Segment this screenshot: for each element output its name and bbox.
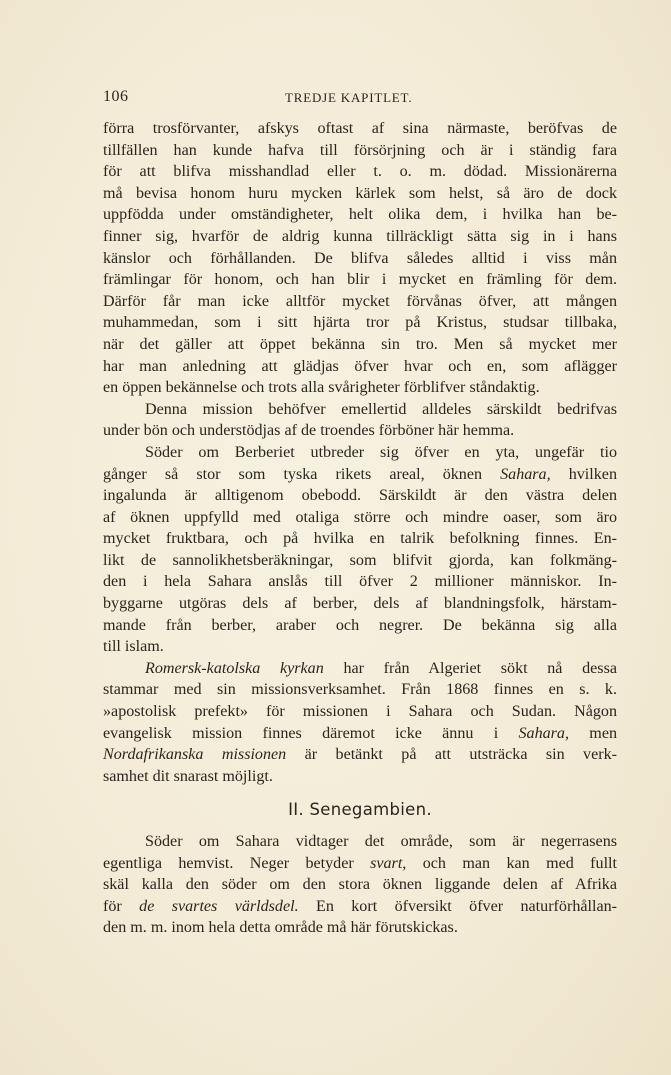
text-line: den i hela Sahara anslås till öfver 2 millioner människor. In- <box>103 573 617 591</box>
text-line: har man anledning att glädjas öfver hvar och en, som aflägger <box>103 357 617 375</box>
text-line: muhammedan, som i sitt hjärta tror på Kristus, studsar tillbaka, <box>103 314 617 332</box>
text-line: mycket fruktbara, och på hvilka en talrik befolkning finnes. En- <box>103 530 617 548</box>
text-line: af öknen uppfylld med otaliga större och mindre oaser, som äro <box>103 508 617 526</box>
section-heading: II. Senegambien. <box>288 800 432 820</box>
final-paragraph <box>103 831 617 939</box>
text-line: byggarne utgöras dels af berber, dels af blandningsfolk, härstam- <box>103 595 617 613</box>
text-line: Söder om Berberiet utbreder sig öfver en yta, ungefär tio <box>145 443 617 461</box>
page-number: 106 <box>103 88 129 105</box>
text-line: den m. m. inom hela detta område må här förutskickas. <box>103 919 458 937</box>
text-line: Nordafrikanska missionen är betänkt på att utsträcka sin verk- <box>103 746 617 764</box>
paragraph <box>103 118 617 399</box>
text-line: förra trosförvanter, afskys oftast af sina närmaste, beröfvas de <box>103 120 617 137</box>
text-line: uppfödda under omständigheter, helt olika dem, i hvilka han be- <box>103 206 617 224</box>
text-line: samhet dit snarast möjligt. <box>103 767 273 785</box>
text-line: Söder om Sahara vidtager det område, som är negerrasens <box>145 833 617 850</box>
text-line: Romersk-katolska kyrkan har från Algeriet sökt nå dessa <box>145 659 617 677</box>
text-line: till islam. <box>103 638 164 656</box>
text-line: för de svartes världsdel. En kort öfversikt öfver naturförhållan- <box>103 897 618 915</box>
text-line: en öppen bekännelse och trots alla svårigheter förblifver ståndaktig. <box>103 379 540 397</box>
text-line: mande från berber, araber och negrer. De bekänna sig alla <box>103 616 617 634</box>
text-line: gånger så stor som tyska rikets areal, öknen Sahara, hvilken <box>103 465 617 483</box>
text-line: Därför får man icke alltför mycket förvånas öfver, att mången <box>103 292 617 310</box>
paragraph <box>103 399 617 442</box>
text-line: egentliga hemvist. Neger betyder svart, och man kan med fullt <box>103 854 617 872</box>
text-line: under bön och understödjas af de troendes förböner här hemma. <box>103 422 515 440</box>
text-line: tillfällen han kunde hafva till försörjning och är i ständig fara <box>103 141 617 159</box>
text-line: skäl kalla den söder om den stora öknen liggande delen af Afrika <box>103 876 617 894</box>
running-title: TREDJE KAPITLET. <box>285 90 413 105</box>
text-line: finner sig, hvarför de aldrig kunna tillräckligt sätta sig in i hans <box>103 227 617 245</box>
text-line: känslor och förhållanden. De blifva således alltid i viss mån <box>103 249 617 267</box>
text-line: stammar med sin missionsverksamhet. Från 1868 finnes en s. k. <box>103 681 617 699</box>
text-line: likt de sannolikhetsberäkningar, som blifvit gjorda, kan folkmäng- <box>103 551 617 569</box>
paragraph <box>103 831 617 939</box>
paragraph <box>103 658 617 788</box>
text-line: »apostolisk prefekt» för missionen i Sahara och Sudan. Någon <box>103 703 617 721</box>
text-line: evangelisk mission finnes däremot icke ännu i Sahara, men <box>103 724 618 742</box>
body-text <box>103 118 617 939</box>
text-line: för att blifva misshandlad eller t. o. m. dödad. Missionärerna <box>103 163 617 181</box>
paragraphs <box>103 118 617 787</box>
text-line: främlingar för honom, och han blir i mycket en främling för dem. <box>103 271 617 289</box>
paragraph <box>103 442 617 658</box>
text-line: Denna mission behöfver emellertid alldeles särskildt bedrifvas <box>145 400 617 418</box>
text-line: när det gäller att öppet bekänna sin tro. Men så mycket mer <box>103 335 617 353</box>
text-line: ingalunda är alltigenom obebodd. Särskildt är den västra delen <box>103 487 617 505</box>
text-line: må bevisa honom huru mycken kärlek som helst, så äro de dock <box>103 184 617 202</box>
